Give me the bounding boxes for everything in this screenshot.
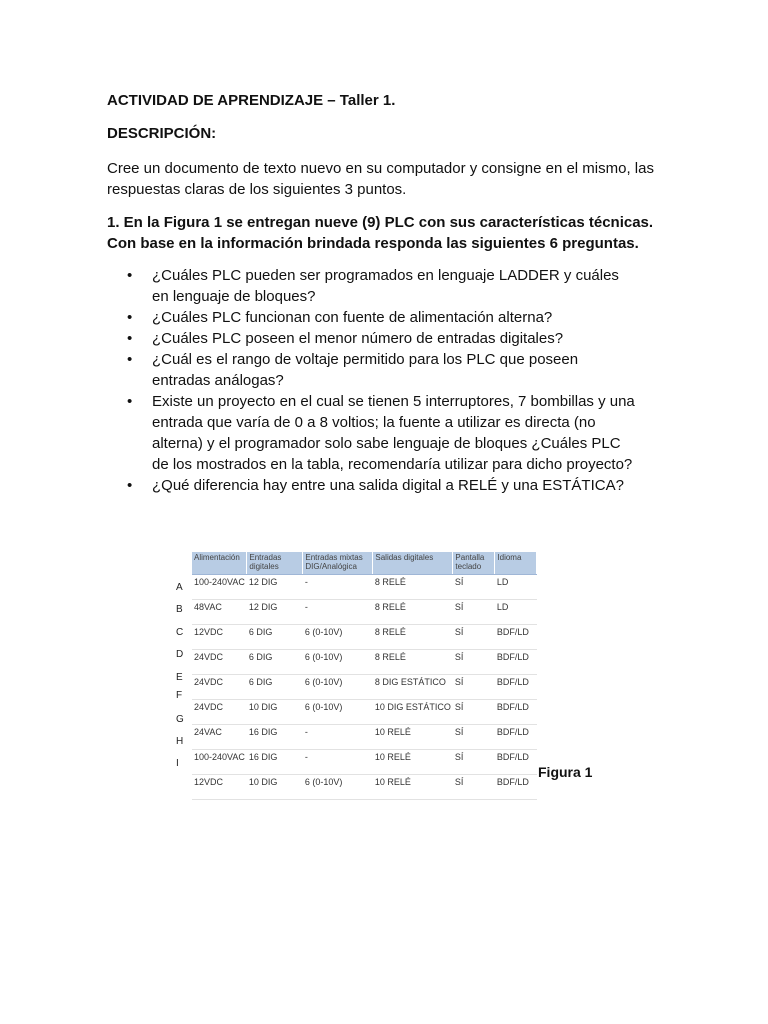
plc-specs-table (192, 552, 537, 800)
row-label: F (176, 690, 183, 701)
bullet-item: • ¿Cuáles PLC funcionan con fuente de alimentación alterna? (107, 307, 637, 328)
table-cell: SÍ (453, 650, 495, 675)
question-1: 1. En la Figura 1 se entregan nueve (9) PLC con sus características técnicas. Con base en la información brindada responda las siguientes 6 preguntas. (107, 214, 654, 252)
figure-caption: Figura 1 (538, 764, 593, 780)
bullet-item: • ¿Cuáles PLC poseen el menor número de entradas digitales? (107, 328, 637, 349)
table-cell: 10 DIG (247, 700, 303, 725)
row-label: D (176, 649, 184, 660)
table-cell: SÍ (453, 600, 495, 625)
table-cell: 16 DIG (247, 725, 303, 750)
table-cell: SÍ (453, 675, 495, 700)
table-cell: 48VAC (192, 600, 247, 625)
table-cell: SÍ (453, 575, 495, 600)
table-cell: 10 RELÉ (373, 750, 453, 775)
table-row (192, 675, 537, 700)
table-cell: 8 RELÉ (373, 600, 453, 625)
table-cell: 12VDC (192, 625, 247, 650)
table-cell: SÍ (453, 750, 495, 775)
table-row (192, 750, 537, 775)
row-label: I (176, 758, 179, 769)
table-cell: SÍ (453, 700, 495, 725)
table-cell: 100-240VAC (192, 575, 247, 600)
intro-paragraph: Cree un documento de texto nuevo en su computador y consigne en el mismo, las respuestas claras de los siguientes 3 puntos. (107, 160, 654, 198)
bullet-item: • Existe un proyecto en el cual se tienen 5 interruptores, 7 bombillas y una entrada que varía de 0 a 8 voltios; la fuente a utilizar es directa (no alterna) y el programador solo sabe lenguaje de bloques ¿Cuáles PLC de los mostrados en la tabla, recomendaría utilizar para dicho proyecto? (107, 391, 637, 475)
table-row (192, 575, 537, 600)
table-row (192, 650, 537, 675)
table-cell: BDF/LD (495, 625, 537, 650)
header-alimentacion: Alimentación (192, 552, 247, 575)
header-pantalla-teclado: Pantalla teclado (453, 552, 495, 575)
table-cell: 12 DIG (247, 575, 303, 600)
question-bullet-list (107, 265, 637, 496)
row-label: G (176, 714, 184, 725)
table-row (192, 600, 537, 625)
table-cell: 16 DIG (247, 750, 303, 775)
table-row (192, 725, 537, 750)
table-cell: 24VDC (192, 650, 247, 675)
table-cell: 8 RELÉ (373, 650, 453, 675)
figure-1-plc-table-image (168, 548, 608, 787)
table-cell: BDF/LD (495, 775, 537, 800)
table-cell: - (303, 750, 373, 775)
table-cell: 24VDC (192, 675, 247, 700)
row-label: E (176, 672, 183, 683)
table-header-row (192, 552, 537, 575)
header-entradas-digitales: Entradas digitales (247, 552, 303, 575)
bullet-item: • ¿Qué diferencia hay entre una salida digital a RELÉ y una ESTÁTICA? (107, 475, 637, 496)
row-label: C (176, 627, 184, 638)
row-label: A (176, 582, 183, 593)
table-cell: BDF/LD (495, 750, 537, 775)
table-cell: 10 RELÉ (373, 775, 453, 800)
table-cell: LD (495, 575, 537, 600)
table-cell: LD (495, 600, 537, 625)
table-cell: 8 RELÉ (373, 625, 453, 650)
table-cell: 24VDC (192, 700, 247, 725)
header-idioma: Idioma (495, 552, 537, 575)
table-cell: 6 (0-10V) (303, 625, 373, 650)
table-cell: 6 (0-10V) (303, 775, 373, 800)
table-cell: 12 DIG (247, 600, 303, 625)
table-cell: 100-240VAC (192, 750, 247, 775)
table-cell: - (303, 575, 373, 600)
header-salidas-digitales: Salidas digitales (373, 552, 453, 575)
table-cell: 10 DIG ESTÁTICO (373, 700, 453, 725)
table-cell: 6 DIG (247, 650, 303, 675)
table-cell: 6 DIG (247, 625, 303, 650)
table-cell: SÍ (453, 725, 495, 750)
table-cell: - (303, 725, 373, 750)
table-cell: BDF/LD (495, 675, 537, 700)
table-cell: 6 (0-10V) (303, 675, 373, 700)
bullet-item: • ¿Cuáles PLC pueden ser programados en lenguaje LADDER y cuáles en lenguaje de bloques? (107, 265, 637, 307)
table-row (192, 775, 537, 800)
table-cell: 8 RELÉ (373, 575, 453, 600)
table-cell: 10 DIG (247, 775, 303, 800)
table-cell: 12VDC (192, 775, 247, 800)
table-cell: BDF/LD (495, 725, 537, 750)
table-row (192, 625, 537, 650)
bullet-item: • ¿Cuál es el rango de voltaje permitido para los PLC que poseen entradas análogas? (107, 349, 637, 391)
table-cell: 8 DIG ESTÁTICO (373, 675, 453, 700)
row-label: H (176, 736, 184, 747)
table-cell: - (303, 600, 373, 625)
table-cell: SÍ (453, 625, 495, 650)
table-cell: 24VAC (192, 725, 247, 750)
header-entradas-mixtas: Entradas mixtas DIG/Analógica (303, 552, 373, 575)
table-cell: BDF/LD (495, 700, 537, 725)
table-cell: 6 (0-10V) (303, 700, 373, 725)
table-cell: SÍ (453, 775, 495, 800)
table-cell: 6 DIG (247, 675, 303, 700)
table-cell: 10 RELÉ (373, 725, 453, 750)
table-cell: 6 (0-10V) (303, 650, 373, 675)
table-row (192, 700, 537, 725)
description-heading: DESCRIPCIÓN: (107, 125, 217, 142)
row-label: B (176, 604, 183, 615)
activity-title: ACTIVIDAD DE APRENDIZAJE – Taller 1. (107, 92, 396, 109)
table-cell: BDF/LD (495, 650, 537, 675)
